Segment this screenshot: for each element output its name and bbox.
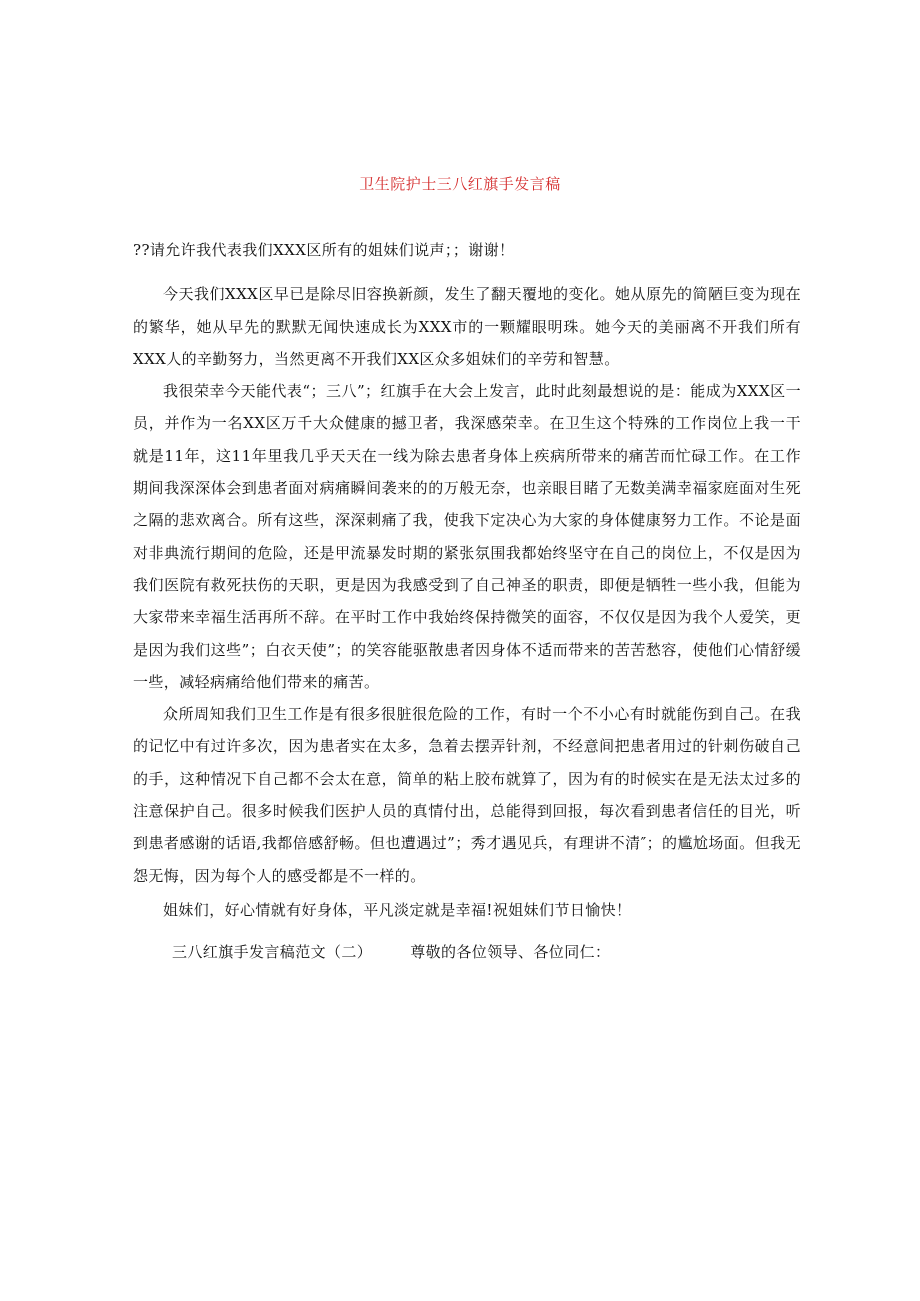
- next-section-greeting: 尊敬的各位领导、各位同仁：: [410, 943, 611, 961]
- document-body: [133, 234, 801, 926]
- next-section-line: [172, 936, 610, 968]
- body-paragraph: 今天我们XXX区早已是除尽旧容换新颜，发生了翻天覆地的变化。她从原先的简陋巨变为现在的繁华，她从早先的默默无闻快速成长为XXX市的一颗耀眼明珠。她今天的美丽离不开我们所有XXX人的辛勤努力，当然更离不开我们XX区众多姐妹们的辛劳和智慧。: [133, 285, 801, 368]
- body-paragraph: 我很荣幸今天能代表“；三八”；红旗手在大会上发言，此时此刻最想说的是：能成为XXX区一员，并作为一名XX区万千大众健康的撼卫者，我深感荣幸。在卫生这个特殊的工作岗位上我一干就是11年，这11年里我几乎天天在一线为除去患者身体上疾病所带来的痛苦而忙碌工作。在工作期间我深深体会到患者面对病痛瞬间袭来的的万般无奈，也亲眼目睹了无数美满幸福家庭面对生死之隔的悲欢离合。所有这些，深深刺痛了我，使我下定决心为大家的身体健康努力工作。不论是面对非典流行期间的危险，还是甲流暴发时期的紧张氛围我都始终坚守在自己的岗位上，不仅是因为我们医院有救死扶伤的天职，更是因为我感受到了自己神圣的职责，即便是牺牲一些小我，但能为大家带来幸福生活再所不辞。在平时工作中我始终保持微笑的面容，不仅仅是因为我个人爱笑，更是因为我们这些”；白衣天使”；的笑容能驱散患者因身体不适而带来的苦苦愁容，使他们心情舒缓一些，减轻病痛给他们带来的痛苦。: [133, 382, 801, 691]
- closing-paragraph: 姐妹们，好心情就有好身体，平凡淡定就是幸福!祝姐妹们节日愉快！: [163, 900, 632, 919]
- next-section-title: 三八红旗手发言稿范文（二）: [172, 943, 373, 961]
- opening-paragraph: ??请允许我代表我们XXX区所有的姐妹们说声；；谢谢！: [133, 241, 515, 259]
- body-paragraph: 众所周知我们卫生工作是有很多很脏很危险的工作，有时一个不小心有时就能伤到自己。在我的记忆中有过许多次，因为患者实在太多，急着去摆弄针剂，不经意间把患者用过的针刺伤破自己的手，这种情况下自己都不会太在意，简单的粘上胶布就算了，因为有的时候实在是无法太过多的注意保护自己。很多时候我们医护人员的真情付出，总能得到回报，每次看到患者信任的目光，听到患者感谢的话语,我都倍感舒畅。但也遭遇过”；秀才遇见兵，有理讲不清″；的尴尬场面。但我无怨无悔，因为每个人的感受都是不一样的。: [133, 705, 801, 885]
- document-title: 卫生院护士三八红旗手发言稿: [359, 175, 561, 193]
